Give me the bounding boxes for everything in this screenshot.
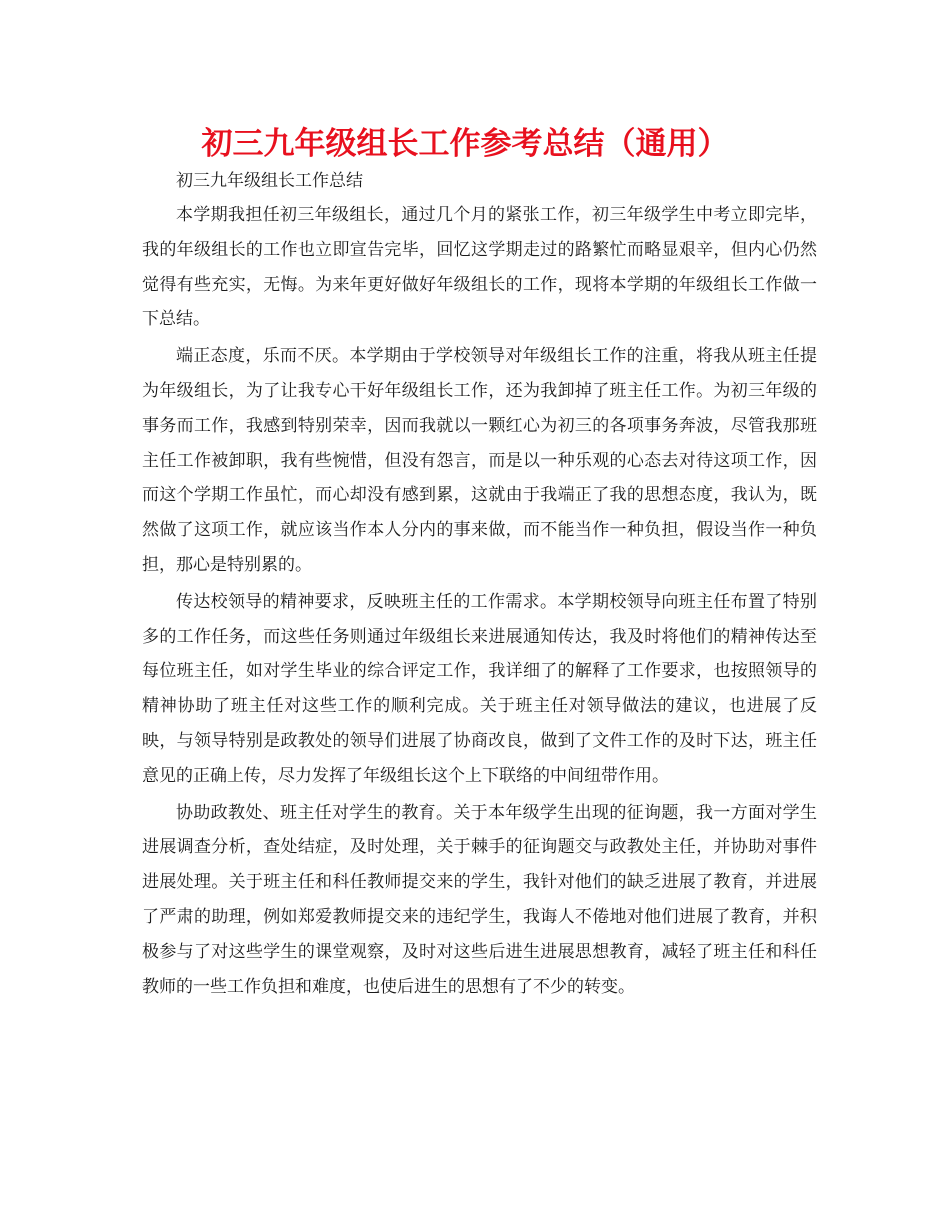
paragraph: 传达校领导的精神要求，反映班主任的工作需求。本学期校领导向班主任布置了特别多的工作任务，而这些任务则通过年级组长来进展通知传达，我及时将他们的精神传达至每位班主任，如对学生毕业的综合评定工作，我详细了的解释了工作要求，也按照领导的精神协助了班主任对这些工作的顺利完成。关于班主任对领导做法的建议，也进展了反映，与领导特别是政教处的领导们进展了协商改良，做到了文件工作的及时下达，班主任意见的正确上传，尽力发挥了年级组长这个上下联络的中间纽带作用。 [142, 591, 817, 786]
document-title: 初三九年级组长工作参考总结（通用） [201, 126, 729, 162]
paragraph: 端正态度，乐而不厌。本学期由于学校领导对年级组长工作的注重，将我从班主任提为年级组长，为了让我专心干好年级组长工作，还为我卸掉了班主任工作。为初三年级的事务而工作，我感到特别荣幸，因而我就以一颗红心为初三的各项事务奔波，尽管我那班主任工作被卸职，我有些惋惜，但没有怨言，而是以一种乐观的心态去对待这项工作，因而这个学期工作虽忙，而心却没有感到累，这就由于我端正了我的思想态度，我认为，既然做了这项工作，就应该当作本人分内的事来做，而不能当作一种负担，假设当作一种负担，那心是特别累的。 [142, 346, 817, 575]
paragraph: 本学期我担任初三年级组长，通过几个月的紧张工作，初三年级学生中考立即完毕，我的年级组长的工作也立即宣告完毕，回忆这学期走过的路繁忙而略显艰辛，但内心仍然觉得有些充实，无悔。为来年更好做好年级组长的工作，现将本学期的年级组长工作做一下总结。 [142, 205, 817, 330]
paragraph: 协助政教处、班主任对学生的教育。关于本年级学生出现的征询题，我一方面对学生进展调查分析，查处结症，及时处理，关于棘手的征询题交与政教处主任，并协助对事件进展处理。关于班主任和科任教师提交来的学生，我针对他们的缺乏进展了教育，并进展了严肃的助理，例如郑爱教师提交来的违纪学生，我诲人不倦地对他们进展了教育，并积极参与了对这些学生的课堂观察，及时对这些后进生进展思想教育，减轻了班主任和科任教师的一些工作负担和难度，也使后进生的思想有了不少的转变。 [142, 802, 817, 997]
document-subtitle: 初三九年级组长工作总结 [176, 171, 363, 191]
document-body [142, 164, 817, 1004]
